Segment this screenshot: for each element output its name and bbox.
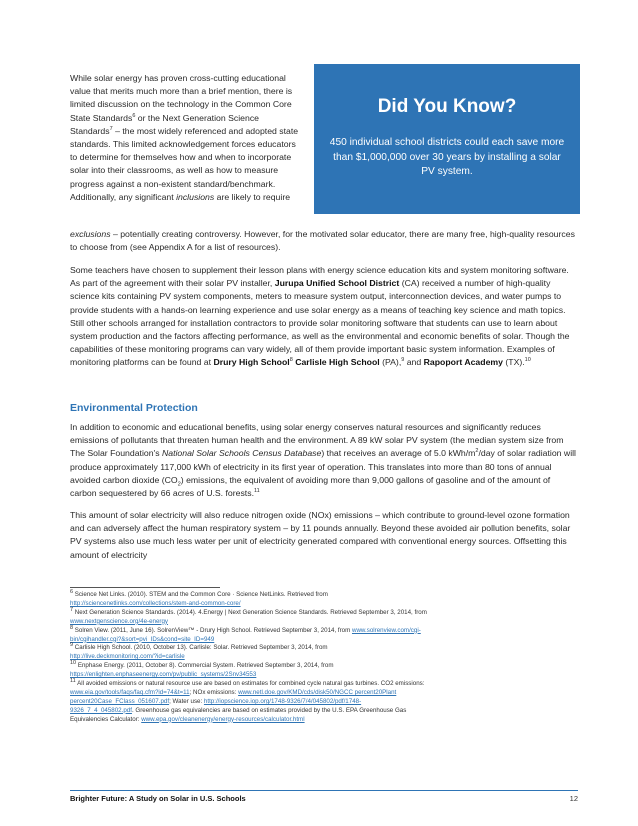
nox-paragraph: This amount of solar electricity will also reduce nitrogen oxide (NOx) emissions – which contribute to ground-level ozone formation and can adversely affect the human respiratory system – by 11 pounds annually. Beyond these avoided air pollution benefits, solar PV systems also use much less water per unit of electricity generated compared with conventional energy sources. Offsetting this amount of electricity — [70, 510, 571, 560]
footnote-link[interactable]: www.netl.doe.gov/KMD/cds/disk50/NGCC percent20Plant — [238, 688, 397, 696]
footer-title: Brighter Future: A Study on Solar in U.S. Schools — [70, 794, 246, 803]
footnote-link[interactable]: bin/cgihandler.cgi?&sort=pvi_IDs&cond=site_ID=949 — [70, 635, 215, 643]
footnote-divider — [70, 587, 220, 588]
intro-paragraph-continued: exclusions – potentially creating controversy. However, for the motivated solar educator, there are many free, high-quality resources to choose from (see Appendix A for a list of resources). — [70, 229, 575, 253]
footnote-link[interactable]: http://iopscience.iop.org/1748-9326/7/4/045802/pdf/1748- — [203, 697, 362, 705]
footnote-line: percent20Case_FClass_051607.pdf; Water use: http://iopscience.iop.org/1748-9326/7/4/045802/pdf/1748- — [70, 697, 362, 705]
footnote-link[interactable]: 9326_7_4_045802.pdf — [70, 706, 132, 714]
footnote-line — [70, 618, 580, 627]
footnote-link[interactable]: http://sciencenetlinks.com/collections/stem-and-common-core/ — [70, 599, 241, 607]
did-you-know-callout — [314, 64, 580, 214]
environment-paragraph: In addition to economic and educational benefits, using solar energy conserves natural resources and significantly reduces emissions of pollutants that threaten human health and the environment. A 89 kW solar PV system (the median system size from The Solar Foundation's National Solar Schools Census Database) that receives an average of 5.0 kWh/$m^2$/day of solar radiation will produce approximately 117,000 kWh of electricity in its first year of operation. This translates into more than 80 tons of annual avoided carbon dioxide $(CO_2)$ emissions, the equivalent of avoiding more than 9,000 gallons of gasoline and of the amount of carbon sequestered by 66 acres of U.S. forests.$^{11}$ — [70, 422, 576, 499]
footnote-link[interactable]: www.nextgenscience.org/4e-energy — [70, 617, 169, 625]
callout-title: Did You Know? — [377, 96, 517, 117]
callout-body: 450 individual school districts could each save more than $1,000,000 over 30 years by installing a solar PV system. — [329, 137, 565, 177]
footer-divider — [70, 790, 578, 791]
intro-paragraph: While solar energy has proven cross-cutting educational value that merits much more than a brief mention, there is limited discussion on the technology in the Common Core State Standards$^6$ or the Next Generation Science Standards$^7$ – the most widely referenced and adopted state standards. This limited acknowledgement forces educators to determine for themselves how and when to incorporate solar into their classrooms, as well as how to measure progress against a non-existent standard/benchmark. Additionally, any significant inclusions are likely to require — [70, 73, 299, 202]
footnote-line — [70, 653, 580, 662]
footnote-line: 9326_7_4_045802.pdf. Greenhouse gas equivalencies are based on estimates provided by the U.S. EPA Greenhouse Gas — [70, 706, 407, 714]
footnote-line: $^9$ Carlisle High School. (2010, October 13). Carlisle: Solar. Retrieved September 3, 2014, from — [70, 642, 328, 652]
footnote-link[interactable]: www.eia.gov/tools/faqs/faq.cfm?id=74&t=11 — [70, 688, 190, 696]
footnote-line: $^{11}$ All avoided emissions or natural resource use are based on estimates for combined cycle natural gas turbines. CO2 emissions: — [70, 678, 425, 688]
footnote-line: $^8$ Solren View. (2011, June 16). SolrenView™ - Drury High School. Retrieved September 3, 2014, from www.solrenview.com/cgi- — [70, 624, 421, 634]
footnote-link[interactable]: http://live.deckmonitoring.com/?id=carlisle — [70, 653, 185, 661]
footnote-line: $^{10}$ Enphase Energy. (2011, October 8). Commercial System. Retrieved September 3, 2014, from — [70, 660, 334, 670]
page-number: 12 — [569, 794, 578, 803]
footnote-line — [70, 671, 580, 680]
footnote-link[interactable]: https://enlighten.enphaseenergy.com/pv/public_systems/2Snv34553 — [70, 671, 257, 679]
footnote-line: $^7$ Next Generation Science Standards. (2014). 4.Energy | Next Generation Science Standards. Retrieved September 3, 2014, from — [70, 606, 427, 616]
footnote-line: $^6$ Science Net Links. (2010). STEM and the Common Core · Science NetLinks. Retrieved from — [70, 588, 328, 598]
footnote-line: www.eia.gov/tools/faqs/faq.cfm?id=74&t=11; NOx emissions: www.netl.doe.gov/KMD/cds/disk50/NGCC percent20Plant — [70, 688, 397, 696]
footnote-line — [70, 600, 580, 609]
footnotes — [70, 588, 580, 725]
footnote-link[interactable]: www.epa.gov/cleanenergy/energy-resources/calculator.html — [141, 715, 305, 723]
footnote-line: Equivalencies Calculator: www.epa.gov/cleanenergy/energy-resources/calculator.html — [70, 715, 305, 723]
footnote-link[interactable]: www.solrenview.com/cgi- — [351, 626, 421, 634]
footnote-link[interactable]: percent20Case_FClass_051607.pdf — [70, 697, 170, 705]
section-heading: Environmental Protection — [70, 402, 198, 414]
monitoring-paragraph: Some teachers have chosen to supplement their lesson plans with energy science education kits and system monitoring software. As part of the agreement with their solar PV installer, Jurupa Unified School District (CA) received a number of high-quality science kits containing PV system components, meters to measure system output, interconnection devices, and water pumps to provide students with a hands-on learning experience and use solar energy as a means of teaching key science and math topics. Still other schools arranged for installation contractors to provide solar monitoring software that students can use to learn about system production and the factors affecting performance, as well as the environmental and economic benefits of solar. Though the capabilities of these monitoring programs can vary widely, all of them provide important basic system information. Examples of monitoring platforms can be found at Drury High School$^8$ Carlisle High School (PA),$^9$ and Rapoport Academy (TX).$^{10}$ — [70, 265, 570, 368]
